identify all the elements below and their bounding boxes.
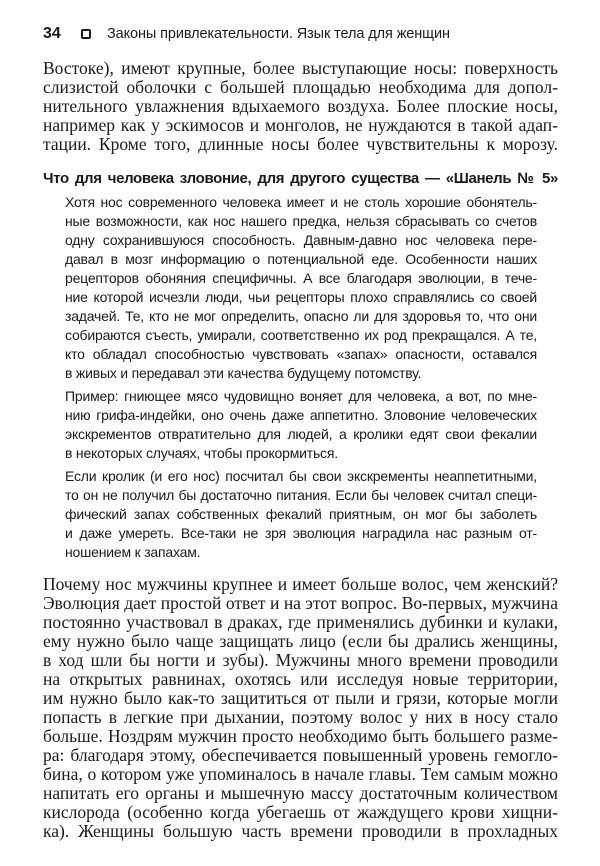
text-line: слизистой оболочки с большей площадью необходима для допол- [43, 77, 558, 97]
aside-paragraph [65, 467, 537, 562]
section-heading-text: Что для человека зловоние, для другого существа — «Шанель № 5» [43, 170, 558, 187]
text-line: нительного увлажнения вдыхаемого воздуха. Более плоские носы, [43, 96, 558, 116]
text-line: задачей. Те, кто не мог определить, опасно ли для здоровья то, что они [65, 308, 537, 324]
main-paragraph [43, 575, 558, 841]
text-line: тации. Кроме того, длинные носы более чувствительны к морозу. [43, 134, 558, 154]
text-line: кто обладал способностью чувствовать «запах» опасности, оставался [65, 346, 537, 362]
text-line: экскрементов отвратительно для людей, а кролики едят свои фекалии [65, 426, 537, 442]
text-line: постоянно участвовал в драках, где применялись дубинки и кулаки, [43, 612, 558, 632]
text-line: и даже умереть. Все-таки не зря эволюция наградила нас разным от- [65, 525, 537, 541]
text-line: например как у эскимосов и монголов, не нуждаются в такой адап- [43, 115, 558, 135]
text-line: одну сохранившуюся способность. Давным-давно нос человека пере- [65, 232, 537, 248]
text-line: кислорода (особенно когда убегаешь от жаждущего крови хищни- [43, 802, 558, 822]
text-line: больше. Ноздрям мужчин просто необходимо быть большего разме- [43, 726, 558, 746]
text-line: собираются съесть, умирали, соответственно их род прекращался. А те, [65, 327, 537, 343]
aside-paragraph [65, 387, 537, 463]
text-line: ные возможности, как нос нашего предка, нельзя сбрасывать со счетов [65, 213, 537, 229]
text-line: в живых и передавал эти качества будущему потомству. [65, 365, 422, 381]
aside-paragraph [65, 193, 537, 383]
text-line: давал в мозг информацию о потенциальной еде. Особенности наших [65, 251, 537, 267]
text-line: ношением к запахам. [65, 544, 201, 560]
square-bullet-icon [81, 29, 91, 39]
text-line: в некоторых случаях, чтобы прокормиться. [65, 445, 338, 461]
text-line: Если кролик (и его нос) посчитал бы свои экскременты неаппетитными, [65, 468, 537, 484]
book-title: Законы привлекательности. Язык тела для женщин [107, 26, 450, 42]
text-line: Почему нос мужчины крупнее и имеет больше волос, чем женский? [43, 574, 558, 594]
text-line: Хотя нос современного человека имеет и не столь хорошие обонятель- [65, 194, 537, 210]
text-line: ему нужно было чаще защищать лицо (если бы дрались женщины, [43, 631, 558, 651]
text-line: напитать его органы и мышечную массу достаточным количеством [43, 783, 558, 803]
text-line: то он не получил бы достаточно питания. Если бы человек считал специ- [65, 487, 537, 503]
text-line: Пример: гниющее мясо чудовищно воняет для человека, а вот, по мне- [65, 388, 537, 404]
aside-box [65, 193, 537, 566]
text-line: бина, о котором уже упоминалось в начале главы. Тем самым можно [43, 764, 558, 784]
text-line: рецепторов обоняния специфичны. А все благодаря эволюции, в тече- [65, 270, 537, 286]
text-line: в ход шли бы ногти и зубы). Мужчины много времени проводили [43, 650, 558, 670]
text-line: ка). Женщины большую часть времени проводили в прохладных [43, 821, 558, 841]
text-line: попасть в легкие при дыхании, поэтому волос у них в носу стало [43, 707, 558, 727]
intro-paragraph [43, 59, 558, 154]
text-line: на открытых равнинах, охотясь или исследуя новые территории, [43, 669, 558, 689]
text-line: ние которой исчезли люди, чьи рецепторы плохо справлялись со своей [65, 289, 537, 305]
text-line: Востоке), имеют крупные, более выступающие носы: поверхность [43, 58, 558, 78]
section-heading [43, 169, 558, 188]
running-header [43, 24, 450, 44]
text-line: им нужно было как-то защититься от пыли и грязи, которые могли [43, 688, 558, 708]
text-line: нию грифа-индейки, оно очень даже аппетитно. Зловоние человеческих [65, 407, 537, 423]
text-line: фический запах собственных фекалий приятным, он мог бы заболеть [65, 506, 537, 522]
text-line: ра: благодаря этому, обеспечивается повышенный уровень гемогло- [43, 745, 558, 765]
page-number: 34 [43, 25, 61, 42]
text-line: Эволюция дает простой ответ и на этот вопрос. Во-первых, мужчина [43, 593, 558, 613]
